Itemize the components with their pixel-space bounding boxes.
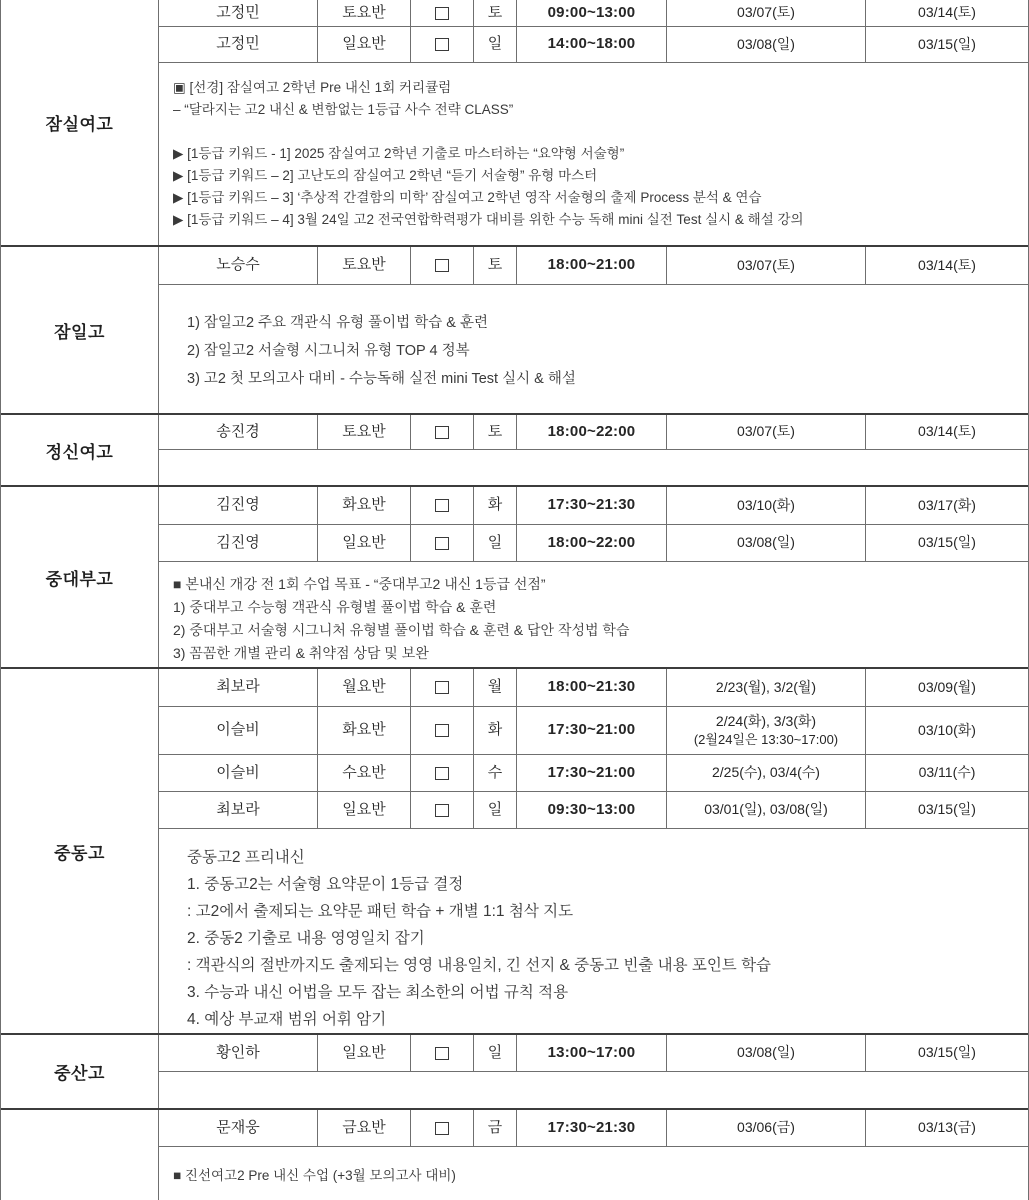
week2-date-cell: 03/15(일) bbox=[918, 35, 976, 52]
teacher-cell: 문재웅 bbox=[159, 1110, 318, 1146]
time-cell: 18:00~22:00 bbox=[517, 525, 667, 561]
week2-date-cell: 03/14(토) bbox=[918, 4, 976, 21]
section-body bbox=[159, 1110, 1028, 1200]
schedule-row bbox=[159, 792, 1028, 829]
week1-date-text: 03/10(화) bbox=[737, 496, 795, 513]
week1-date-text: 2/25(수), 03/4(수) bbox=[712, 764, 820, 781]
attendance-checkbox[interactable] bbox=[435, 767, 449, 780]
day-cell: 화 bbox=[474, 707, 517, 754]
time-cell: 13:00~17:00 bbox=[517, 1035, 667, 1071]
class-type-cell: 화요반 bbox=[318, 487, 411, 524]
time-cell: 17:30~21:00 bbox=[517, 707, 667, 754]
week2-date-cell: 03/09(월) bbox=[918, 678, 976, 695]
week1-date-text: 2/23(월), 3/2(월) bbox=[715, 678, 817, 695]
curriculum-description bbox=[159, 1072, 1028, 1108]
description-line: 1) 중대부고 수능형 객관식 유형별 풀이법 학습 & 훈련 bbox=[173, 599, 497, 615]
description-line: 3) 고2 첫 모의고사 대비 - 수능독해 실전 mini Test 실시 & 해설 bbox=[187, 371, 576, 387]
week1-date-cell bbox=[667, 1035, 866, 1071]
time-cell: 17:30~21:30 bbox=[517, 1110, 667, 1146]
description-line: 중동고2 프리내신 bbox=[187, 849, 305, 866]
checkbox-cell bbox=[411, 755, 474, 791]
attendance-checkbox[interactable] bbox=[435, 537, 449, 550]
checkbox-cell bbox=[411, 1035, 474, 1071]
attendance-checkbox[interactable] bbox=[435, 1047, 449, 1060]
day-cell: 일 bbox=[474, 27, 517, 62]
school-name-cell bbox=[1, 1110, 159, 1200]
week2-date-cell: 03/17(화) bbox=[918, 496, 976, 513]
week1-date-text: 03/07(토) bbox=[737, 423, 795, 440]
class-type-cell: 토요반 bbox=[318, 247, 411, 284]
school-section bbox=[1, 485, 1028, 667]
school-name-cell: 잠실여고 bbox=[1, 0, 159, 245]
teacher-cell: 김진영 bbox=[159, 525, 318, 561]
class-type-cell: 금요반 bbox=[318, 1110, 411, 1146]
description-line: ■ 진선여고2 Pre 내신 수업 (+3월 모의고사 대비) bbox=[173, 1168, 456, 1183]
week1-date-cell bbox=[667, 525, 866, 561]
day-cell: 수 bbox=[474, 755, 517, 791]
checkbox-cell bbox=[411, 247, 474, 284]
school-name-cell: 잠일고 bbox=[1, 247, 159, 413]
checkbox-cell bbox=[411, 1110, 474, 1146]
teacher-cell: 김진영 bbox=[159, 487, 318, 524]
week1-date-cell bbox=[667, 792, 866, 828]
week1-date-cell bbox=[667, 27, 866, 62]
week1-date-text: 03/08(일) bbox=[737, 1044, 795, 1061]
week2-date-cell: 03/14(토) bbox=[918, 423, 976, 440]
week1-date-text: 03/08(일) bbox=[737, 534, 795, 551]
attendance-checkbox[interactable] bbox=[435, 724, 449, 737]
school-name-cell: 중대부고 bbox=[1, 487, 159, 667]
teacher-cell: 최보라 bbox=[159, 669, 318, 706]
schedule-row bbox=[159, 525, 1028, 562]
week2-date-cell: 03/15(일) bbox=[918, 534, 976, 551]
day-cell: 금 bbox=[474, 1110, 517, 1146]
day-cell: 월 bbox=[474, 669, 517, 706]
schedule-row bbox=[159, 415, 1028, 450]
class-type-cell: 일요반 bbox=[318, 792, 411, 828]
week1-date-text: 03/06(금) bbox=[737, 1119, 795, 1136]
schedule-row bbox=[159, 669, 1028, 707]
section-body bbox=[159, 669, 1028, 1033]
school-name-cell: 정신여고 bbox=[1, 415, 159, 485]
description-line: 3) 꼼꼼한 개별 관리 & 취약점 상담 및 보완 bbox=[173, 645, 429, 661]
checkbox-cell bbox=[411, 525, 474, 561]
schedule-row bbox=[159, 1035, 1028, 1072]
time-cell: 18:00~21:00 bbox=[517, 247, 667, 284]
day-cell: 화 bbox=[474, 487, 517, 524]
school-section bbox=[1, 1108, 1028, 1200]
description-line: 2) 중대부고 서술형 시그니처 유형별 풀이법 학습 & 훈련 & 답안 작성법 학습 bbox=[173, 622, 630, 638]
attendance-checkbox[interactable] bbox=[435, 681, 449, 694]
school-section bbox=[1, 245, 1028, 413]
week1-date-cell bbox=[667, 415, 866, 449]
description-line: : 객관식의 절반까지도 출제되는 영영 내용일치, 긴 선지 & 중동고 빈출 내용 포인트 학습 bbox=[187, 957, 772, 974]
schedule-row bbox=[159, 1110, 1028, 1147]
teacher-cell: 최보라 bbox=[159, 792, 318, 828]
checkbox-cell bbox=[411, 669, 474, 706]
school-name-cell: 중동고 bbox=[1, 669, 159, 1033]
time-cell: 18:00~21:30 bbox=[517, 669, 667, 706]
school-section bbox=[1, 0, 1028, 245]
teacher-cell: 고정민 bbox=[159, 27, 318, 62]
section-body bbox=[159, 1035, 1028, 1108]
class-type-cell: 월요반 bbox=[318, 669, 411, 706]
description-line: : 고2에서 출제되는 요약문 패턴 학습 + 개별 1:1 첨삭 지도 bbox=[187, 903, 574, 920]
week2-date-cell: 03/10(화) bbox=[918, 721, 976, 738]
week1-date-note: (2월24일은 13:30~17:00) bbox=[693, 731, 839, 747]
week1-date-cell bbox=[667, 707, 866, 754]
description-line: ▣ [선경] 잠실여고 2학년 Pre 내신 1회 커리큘럼 bbox=[173, 80, 452, 95]
time-cell: 09:00~13:00 bbox=[517, 0, 667, 26]
curriculum-description bbox=[159, 829, 1028, 1033]
day-cell: 토 bbox=[474, 0, 517, 26]
week1-date-cell bbox=[667, 0, 866, 26]
week1-date-cell bbox=[667, 487, 866, 524]
week2-date-cell: 03/14(토) bbox=[918, 256, 976, 273]
class-type-cell: 일요반 bbox=[318, 1035, 411, 1071]
week1-date-text: 03/07(토) bbox=[737, 256, 795, 273]
week1-date-cell bbox=[667, 669, 866, 706]
teacher-cell: 고정민 bbox=[159, 0, 318, 26]
school-name-cell: 중산고 bbox=[1, 1035, 159, 1108]
week1-date-cell bbox=[667, 1110, 866, 1146]
day-cell: 토 bbox=[474, 247, 517, 284]
description-line: 2. 중동2 기출로 내용 영영일치 잡기 bbox=[187, 930, 425, 947]
time-cell: 17:30~21:00 bbox=[517, 755, 667, 791]
description-line: ▶ [1등급 키워드 - 1] 2025 잠실여고 2학년 기출로 마스터하는 “요약형 서술형” bbox=[173, 146, 625, 161]
schedule-row bbox=[159, 27, 1028, 63]
week2-date-cell: 03/15(일) bbox=[918, 801, 976, 818]
description-line: 1. 중동고2는 서술형 요약문이 1등급 결정 bbox=[187, 876, 464, 893]
checkbox-cell bbox=[411, 415, 474, 449]
section-body bbox=[159, 0, 1028, 245]
curriculum-description bbox=[159, 63, 1028, 245]
section-body bbox=[159, 487, 1028, 667]
school-section bbox=[1, 413, 1028, 485]
description-line: ▶ [1등급 키워드 – 3] ‘추상적 간결함의 미학’ 잠실여고 2학년 영작 서술형의 출제 Process 분석 & 연습 bbox=[173, 190, 762, 205]
week1-date-text: 03/08(일) bbox=[737, 35, 795, 52]
attendance-checkbox[interactable] bbox=[435, 259, 449, 272]
checkbox-cell bbox=[411, 487, 474, 524]
time-cell: 09:30~13:00 bbox=[517, 792, 667, 828]
description-line: 4. 예상 부교재 범위 어휘 암기 bbox=[187, 1011, 387, 1028]
day-cell: 일 bbox=[474, 792, 517, 828]
class-type-cell: 토요반 bbox=[318, 415, 411, 449]
time-cell: 14:00~18:00 bbox=[517, 27, 667, 62]
week1-date-cell bbox=[667, 755, 866, 791]
week1-date-text: 2/24(화), 3/3(화) bbox=[715, 713, 817, 730]
checkbox-cell bbox=[411, 792, 474, 828]
schedule-row bbox=[159, 247, 1028, 285]
attendance-checkbox[interactable] bbox=[435, 7, 449, 20]
checkbox-cell bbox=[411, 27, 474, 62]
week1-date-cell bbox=[667, 247, 866, 284]
schedule-row bbox=[159, 0, 1028, 27]
attendance-checkbox[interactable] bbox=[435, 38, 449, 51]
description-line bbox=[173, 121, 1028, 143]
description-line: 2) 잠일고2 서술형 시그니처 유형 TOP 4 정복 bbox=[187, 343, 470, 359]
curriculum-description bbox=[159, 1147, 1028, 1200]
schedule-row bbox=[159, 755, 1028, 792]
school-section bbox=[1, 1033, 1028, 1108]
class-type-cell: 수요반 bbox=[318, 755, 411, 791]
day-cell: 일 bbox=[474, 1035, 517, 1071]
description-line: ▶ [1등급 키워드 – 4] 3월 24일 고2 전국연합학력평가 대비를 위한 수능 독해 mini 실전 Test 실시 & 해설 강의 bbox=[173, 212, 804, 227]
schedule-row bbox=[159, 487, 1028, 525]
day-cell: 일 bbox=[474, 525, 517, 561]
attendance-checkbox[interactable] bbox=[435, 1122, 449, 1135]
description-line: ■ 본내신 개강 전 1회 수업 목표 - “중대부고2 내신 1등급 선점” bbox=[173, 576, 546, 592]
attendance-checkbox[interactable] bbox=[435, 426, 449, 439]
attendance-checkbox[interactable] bbox=[435, 804, 449, 817]
curriculum-description bbox=[159, 450, 1028, 485]
teacher-cell: 이슬비 bbox=[159, 755, 318, 791]
section-body bbox=[159, 247, 1028, 413]
description-line: 1) 잠일고2 주요 객관식 유형 풀이법 학습 & 훈련 bbox=[187, 315, 488, 331]
curriculum-description bbox=[159, 562, 1028, 667]
week2-date-cell: 03/11(수) bbox=[918, 764, 976, 781]
description-line: 3. 수능과 내신 어법을 모두 잡는 최소한의 어법 규칙 적용 bbox=[187, 984, 569, 1001]
week2-date-cell: 03/15(일) bbox=[918, 1044, 976, 1061]
day-cell: 토 bbox=[474, 415, 517, 449]
section-body bbox=[159, 415, 1028, 485]
class-type-cell: 일요반 bbox=[318, 27, 411, 62]
checkbox-cell bbox=[411, 0, 474, 26]
teacher-cell: 노승수 bbox=[159, 247, 318, 284]
teacher-cell: 황인하 bbox=[159, 1035, 318, 1071]
week1-date-text: 03/01(일), 03/08(일) bbox=[704, 801, 828, 818]
time-cell: 17:30~21:30 bbox=[517, 487, 667, 524]
curriculum-description bbox=[159, 285, 1028, 413]
teacher-cell: 이슬비 bbox=[159, 707, 318, 754]
week2-date-cell: 03/13(금) bbox=[918, 1119, 976, 1136]
description-line: ▶ [1등급 키워드 – 2] 고난도의 잠실여고 2학년 “듣기 서술형” 유형 마스터 bbox=[173, 168, 598, 183]
time-cell: 18:00~22:00 bbox=[517, 415, 667, 449]
checkbox-cell bbox=[411, 707, 474, 754]
class-type-cell: 토요반 bbox=[318, 0, 411, 26]
attendance-checkbox[interactable] bbox=[435, 499, 449, 512]
teacher-cell: 송진경 bbox=[159, 415, 318, 449]
description-line: – “달라지는 고2 내신 & 변함없는 1등급 사수 전략 CLASS” bbox=[173, 102, 514, 117]
week1-date-text: 03/07(토) bbox=[737, 4, 795, 21]
class-type-cell: 일요반 bbox=[318, 525, 411, 561]
class-type-cell: 화요반 bbox=[318, 707, 411, 754]
schedule-row bbox=[159, 707, 1028, 755]
school-section bbox=[1, 667, 1028, 1033]
